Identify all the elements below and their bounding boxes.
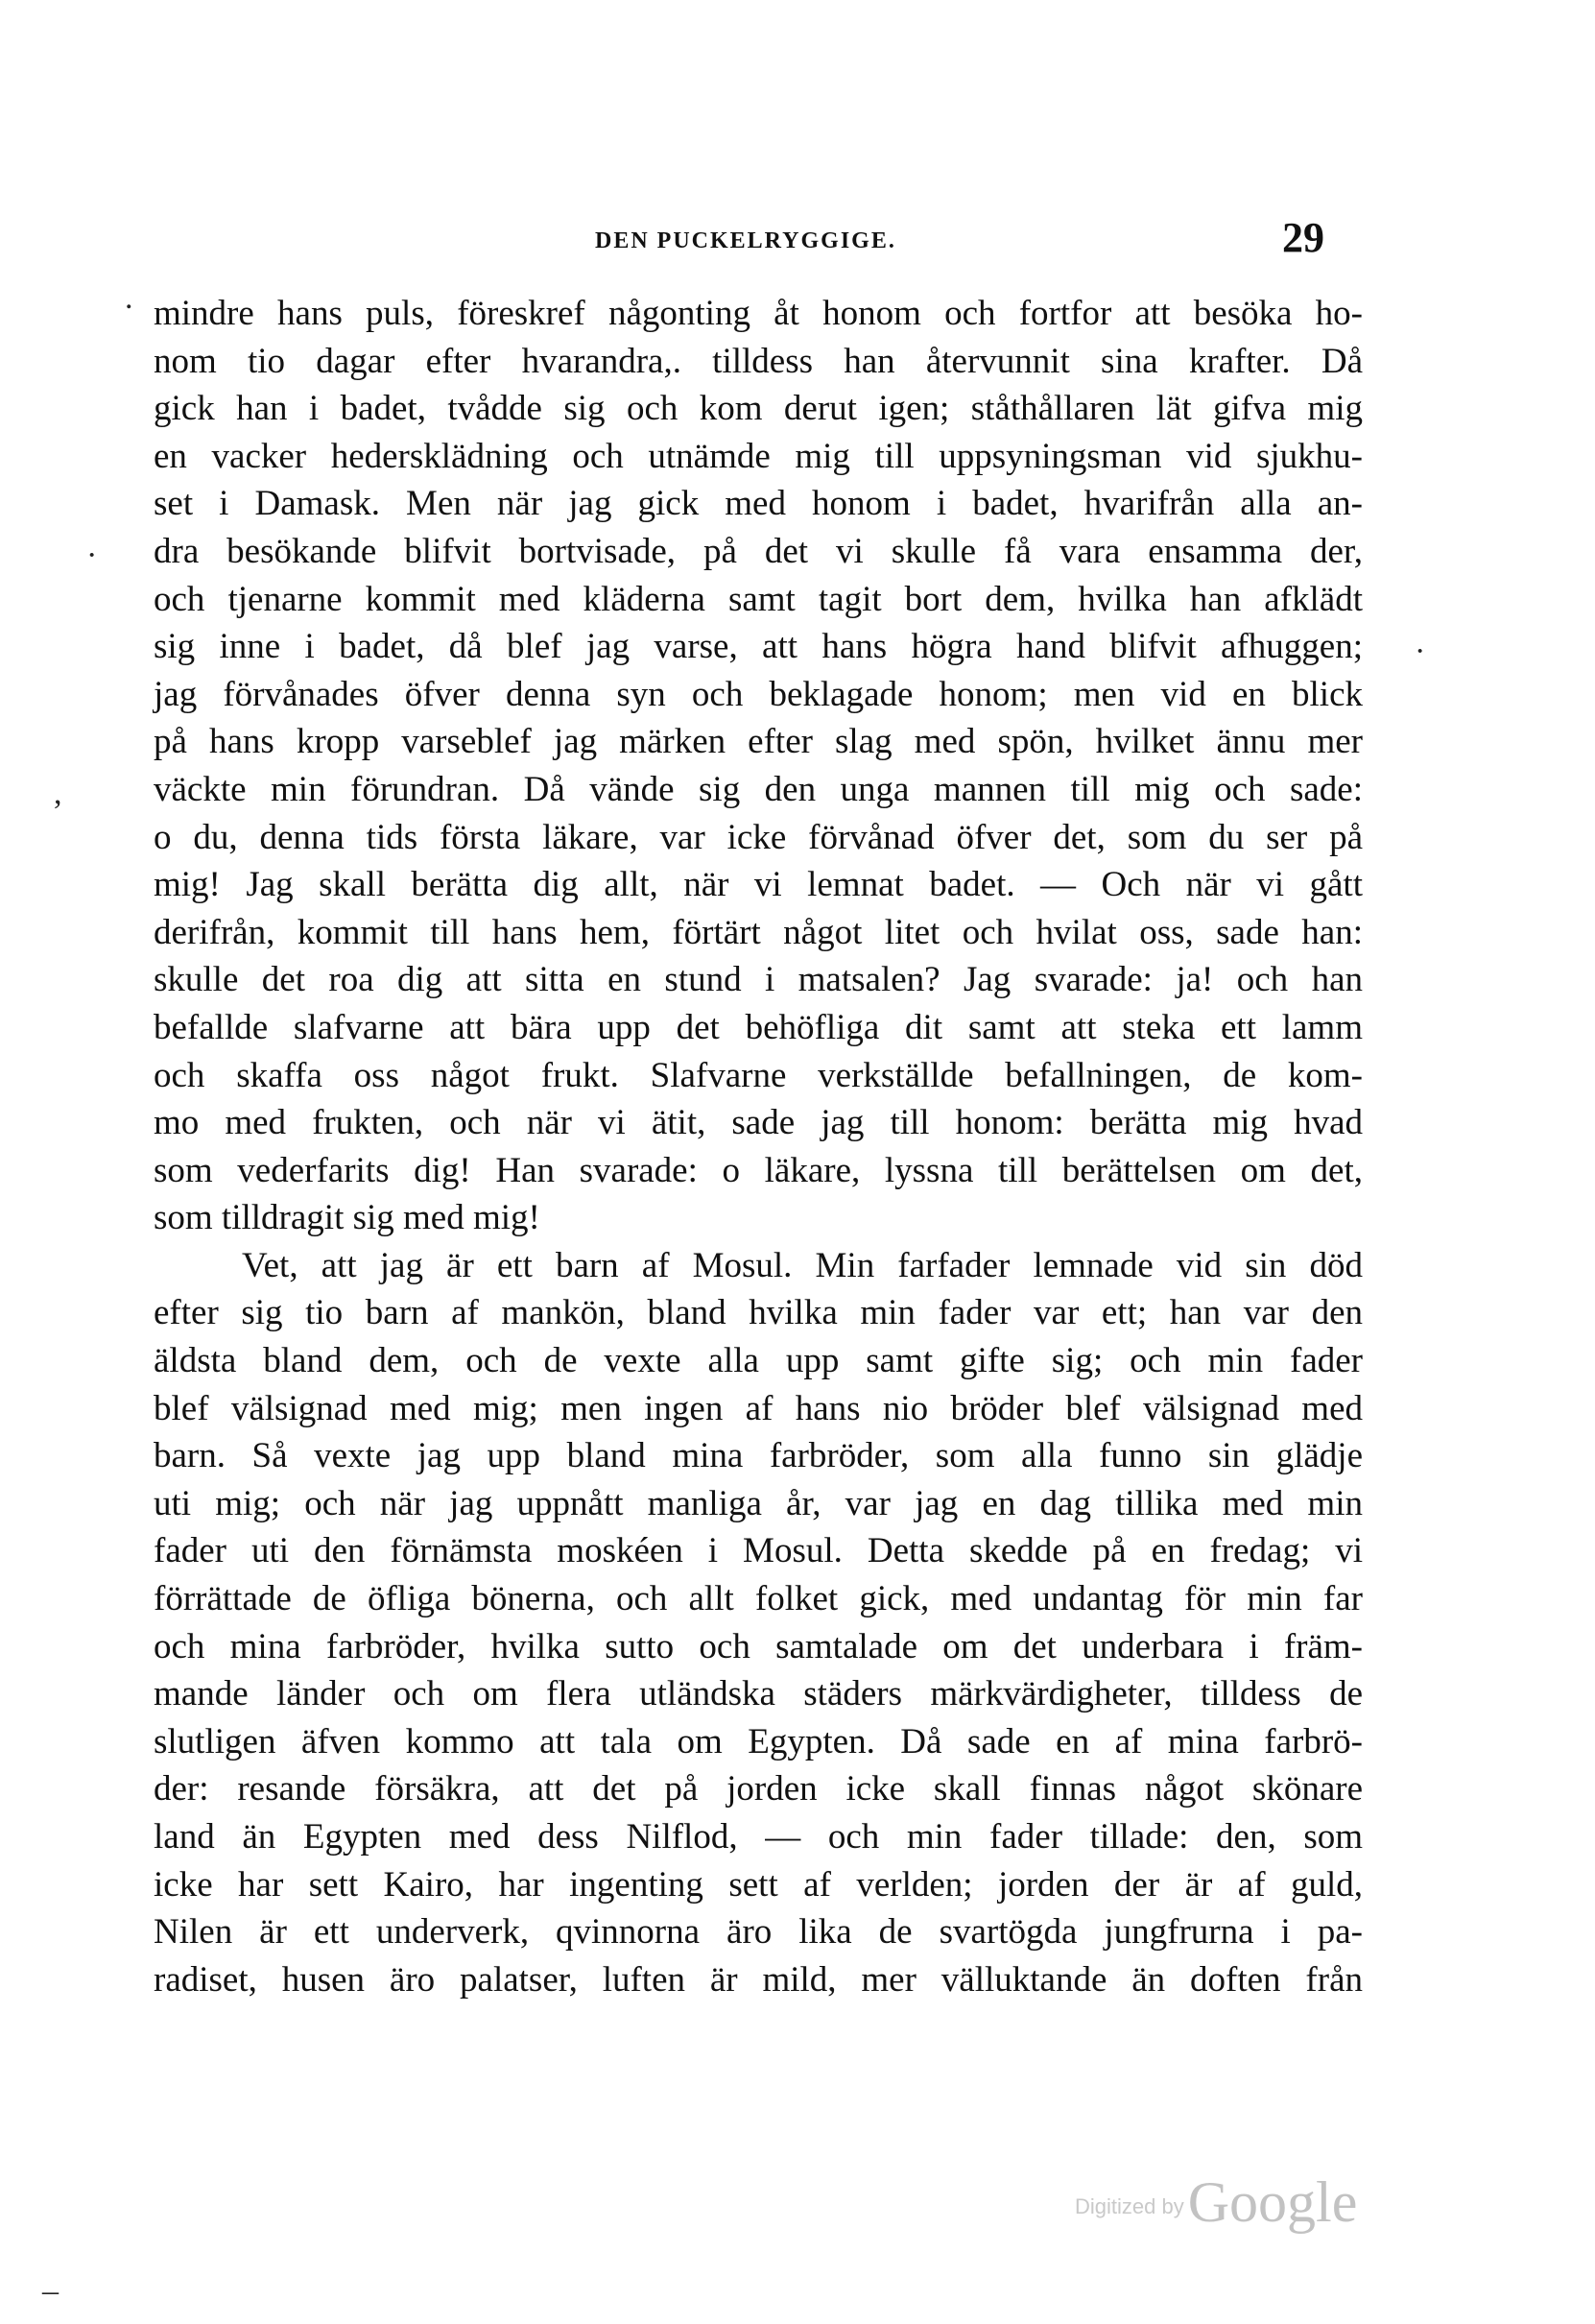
text-line: set i Damask. Men när jag gick med honom i badet, hvarifrån alla an- bbox=[154, 484, 1363, 524]
text-line: der: resande försäkra, att det på jorden icke skall finnas något skönare bbox=[154, 1769, 1363, 1809]
text-line: jag förvånades öfver denna syn och beklagade honom; men vid en blick bbox=[154, 674, 1363, 714]
text-line: mindre hans puls, föreskref någonting åt honom och fortfor att besöka ho- bbox=[154, 294, 1363, 333]
text-line: derifrån, kommit till hans hem, förtärt något litet och hvilat oss, sade han: bbox=[154, 912, 1363, 952]
text-line: som vederfarits dig! Han svarade: o läkare, lyssna till berättelsen om det, bbox=[154, 1150, 1363, 1190]
margin-mark: · bbox=[86, 538, 98, 573]
text-line: en vacker hedersklädning och utnämde mig till uppsyningsman vid sjukhu- bbox=[154, 436, 1363, 476]
text-line: efter sig tio barn af mankön, bland hvilka min fader var ett; han var den bbox=[154, 1293, 1363, 1333]
text-line: barn. Så vexte jag upp bland mina farbröder, som alla funno sin glädje bbox=[154, 1436, 1363, 1476]
text-line: som tilldragit sig med mig! bbox=[154, 1198, 540, 1238]
text-line: dra besökande blifvit bortvisade, på det vi skulle få vara ensamma der, bbox=[154, 531, 1363, 571]
text-line: mig! Jag skall berätta dig allt, när vi lemnat badet. — Och när vi gått bbox=[154, 865, 1363, 905]
text-line: mo med frukten, och när vi ätit, sade jag till honom: berätta mig hvad bbox=[154, 1103, 1363, 1143]
running-header bbox=[154, 213, 1324, 271]
text-line: mande länder och om flera utländska städers märkvärdigheter, tilldess de bbox=[154, 1674, 1363, 1714]
margin-mark: · bbox=[1415, 634, 1426, 669]
text-line: o du, denna tids första läkare, var icke förvånad öfver det, som du ser på bbox=[154, 817, 1363, 857]
text-line: skulle det roa dig att sitta en stund i matsalen? Jag svarade: ja! och han bbox=[154, 960, 1363, 1000]
text-line: uti mig; och när jag uppnått manliga år, var jag en dag tillika med min bbox=[154, 1483, 1363, 1523]
text-line: och tjenarne kommit med kläderna samt tagit bort dem, hvilka han afklädt bbox=[154, 579, 1363, 619]
text-line: väckte min förundran. Då vände sig den unga mannen till mig och sade: bbox=[154, 769, 1363, 809]
running-title: DEN PUCKELRYGGIGE. bbox=[595, 228, 896, 253]
text-line: och mina farbröder, hvilka sutto och samtalade om det underbara i främ- bbox=[154, 1626, 1363, 1666]
digitized-by-watermark bbox=[1075, 2169, 1357, 2236]
text-line: radiset, husen äro palatser, luften är mild, mer välluktande än doften från bbox=[154, 1959, 1363, 2000]
watermark-prefix: Digitized by bbox=[1075, 2194, 1184, 2218]
margin-mark: , bbox=[54, 776, 62, 811]
text-line: äldsta bland dem, och de vexte alla upp samt gifte sig; och min fader bbox=[154, 1341, 1363, 1381]
text-line: fader uti den förnämsta moskéen i Mosul. Detta skedde på en fredag; vi bbox=[154, 1531, 1363, 1571]
page-number: 29 bbox=[1282, 214, 1324, 261]
google-logo: Google bbox=[1187, 2170, 1358, 2234]
text-line: Nilen är ett underverk, qvinnorna äro lika de svartögda jungfrurna i pa- bbox=[154, 1912, 1363, 1953]
text-line: land än Egypten med dess Nilflod, — och min fader tillade: den, som bbox=[154, 1817, 1363, 1857]
text-line: icke har sett Kairo, har ingenting sett af verlden; jorden der är af guld, bbox=[154, 1864, 1363, 1905]
text-line: befallde slafvarne att bära upp det behöfliga dit samt att steka ett lamm bbox=[154, 1007, 1363, 1047]
text-line: gick han i badet, tvådde sig och kom derut igen; ståthållaren lät gifva mig bbox=[154, 389, 1363, 429]
body-text bbox=[154, 290, 1363, 2003]
text-line: på hans kropp varseblef jag märken efter slag med spön, hvilket ännu mer bbox=[154, 722, 1363, 762]
margin-mark: – bbox=[42, 2273, 59, 2309]
text-line: sig inne i badet, då blef jag varse, att hans högra hand blifvit afhuggen; bbox=[154, 627, 1363, 667]
text-line: och skaffa oss något frukt. Slafvarne verkställde befallningen, de kom- bbox=[154, 1055, 1363, 1095]
text-line: slutligen äfven kommo att tala om Egypten. Då sade en af mina farbrö- bbox=[154, 1721, 1363, 1761]
text-line: Vet, att jag är ett barn af Mosul. Min farfader lemnade vid sin död bbox=[242, 1245, 1363, 1285]
text-line: blef välsignad med mig; men ingen af hans nio bröder blef välsignad med bbox=[154, 1388, 1363, 1428]
text-line: nom tio dagar efter hvarandra,. tilldess han återvunnit sina krafter. Då bbox=[154, 341, 1363, 381]
margin-mark: . bbox=[125, 280, 133, 316]
text-line: förrättade de öfliga bönerna, och allt folket gick, med undantag för min far bbox=[154, 1579, 1363, 1619]
